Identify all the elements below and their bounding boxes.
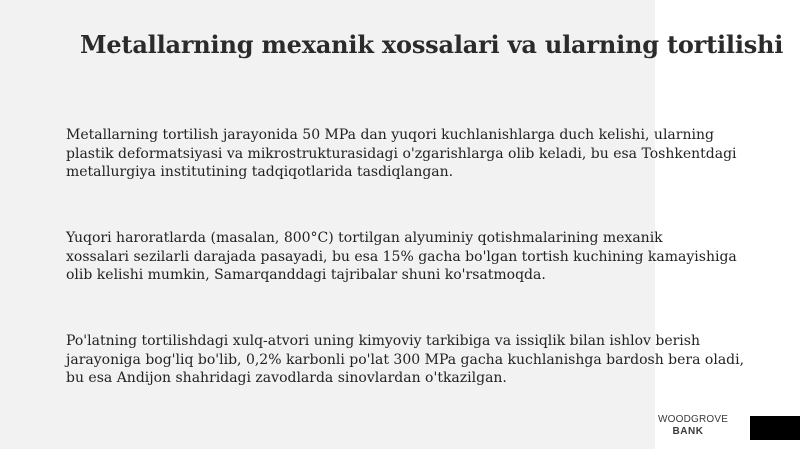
decorative-dark-block — [750, 416, 800, 440]
logo-text-woodgrove: WOODGROVE — [658, 414, 729, 425]
logo-text-bank: BANK — [672, 426, 704, 437]
slide-title: Metallarning mexanik xossalari va ularning tortilishi — [80, 30, 784, 59]
paragraph-2: Yuqori haroratlarda (masalan, 800°C) tortilgan alyuminiy qotishmalarining mexanik xossalari sezilarli darajada pasayadi, bu esa 15% gacha bo'lgan tortish kuchining kamayishiga olib kelishi mumkin, Samarqanddagi tajribalar shuni ko'rsatmoqda. — [66, 230, 737, 283]
woodgrove-bank-logo — [658, 414, 729, 442]
paragraph-1: Metallarning tortilish jarayonida 50 MPa dan yuqori kuchlanishlarga duch kelishi, ularning plastik deformatsiyasi va mikrostrukturasidagi o'zgarishlarga olib keladi, bu esa Toshkentdagi metallurgiya institutining tadqiqotlarida tasdiqlangan. — [66, 127, 737, 180]
paragraph-3: Po'latning tortilishdagi xulq-atvori uning kimyoviy tarkibiga va issiqlik bilan ishlov berish jarayoniga bog'liq bo'lib, 0,2% karbonli po'lat 300 MPa gacha kuchlanishga bardosh bera oladi, bu esa Andijon shahridagi zavodlarda sinovlardan o'tkazilgan. — [66, 333, 745, 386]
